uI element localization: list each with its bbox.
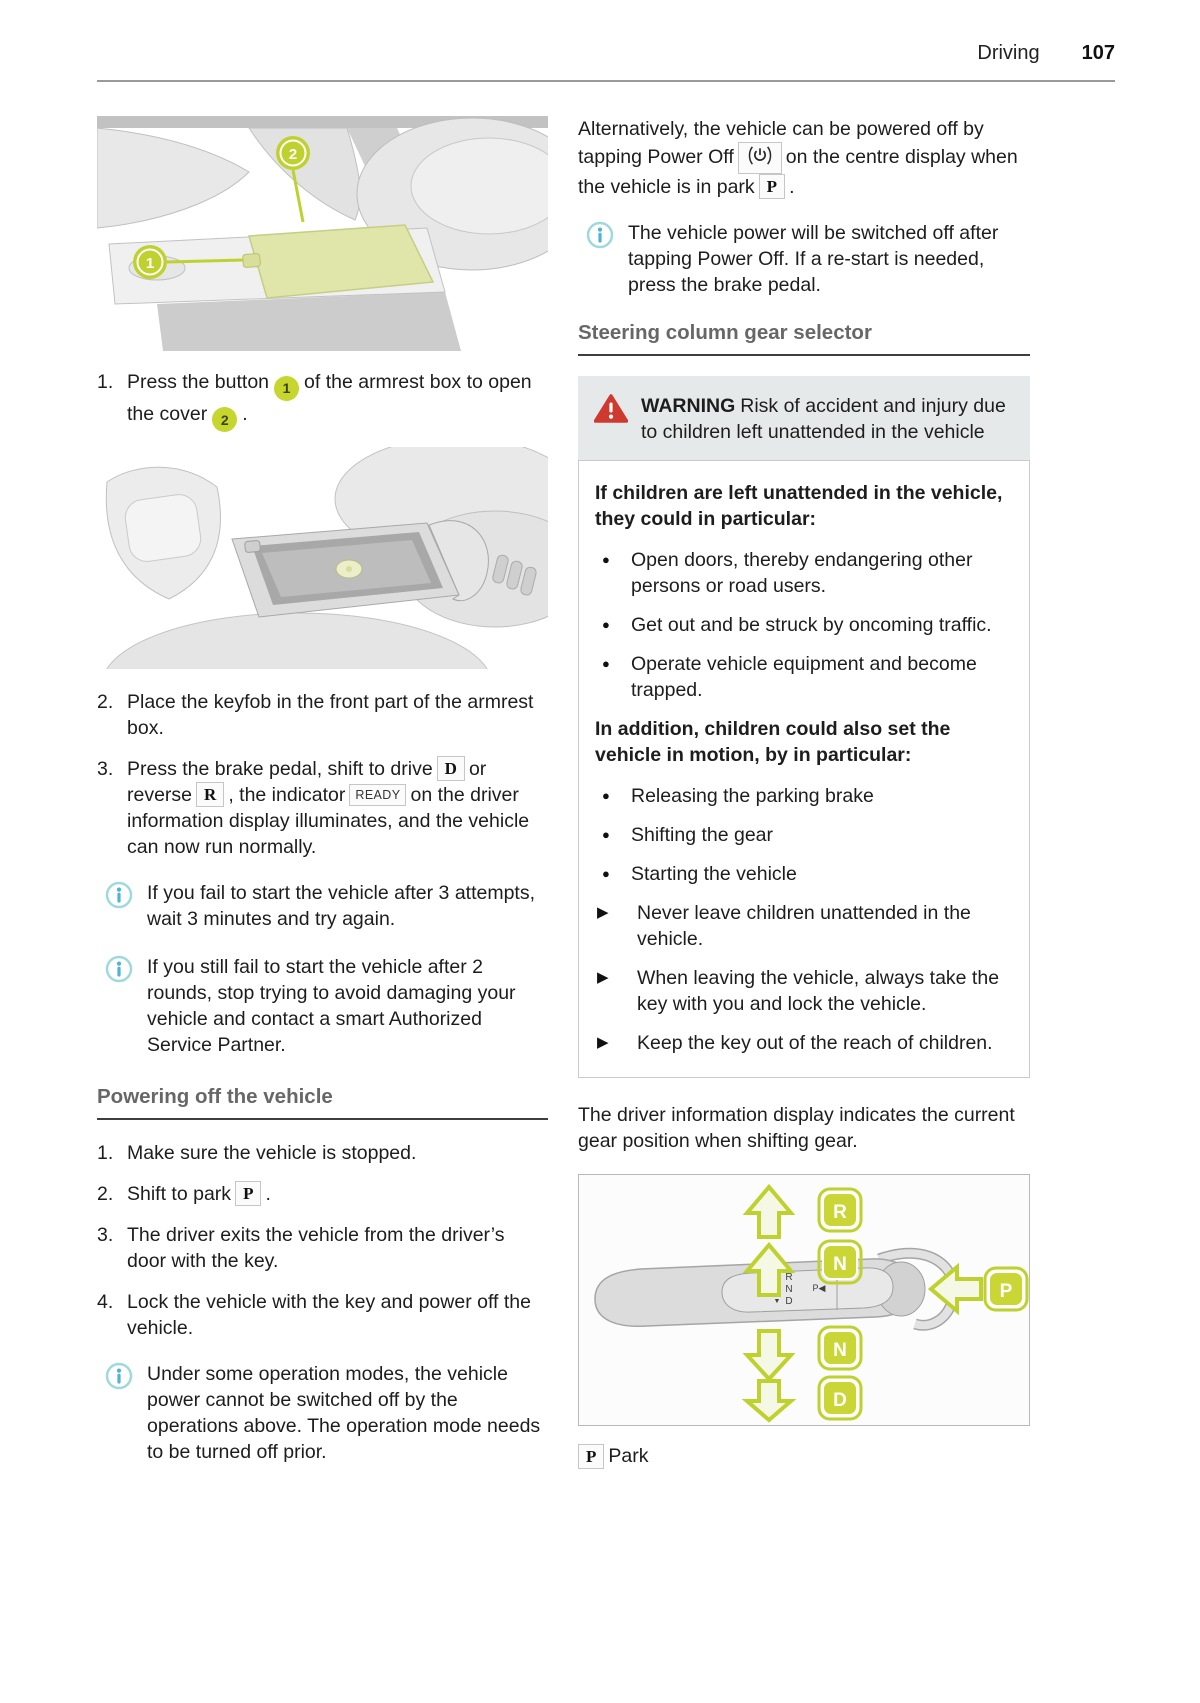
armrest-closed-illustration: [97, 116, 548, 351]
bullet-dot-icon: ●: [602, 827, 610, 842]
action-item: [595, 900, 1013, 952]
ready-indicator-badge: READY: [349, 784, 406, 806]
note-text: If you fail to start the vehicle after 3 attempts, wait 3 minutes and try again.: [147, 882, 536, 930]
step-driver-exits: [97, 1222, 548, 1274]
step-text: Place the keyfob in the front part of the armrest box.: [127, 691, 534, 739]
info-note-power-off: [586, 220, 1030, 298]
step-text-part: on the driver information display illuminates, and the vehicle can now run normally.: [127, 784, 530, 858]
gear-badge-n-bottom: [819, 1327, 861, 1369]
callout-badge-2: 2: [212, 407, 237, 432]
step-text-part: or reverse: [127, 758, 487, 806]
gear-p-badge: P: [578, 1444, 604, 1469]
paragraph-part: Alternatively, the vehicle can be powered off by tapping Power Off: [578, 118, 984, 168]
gear-p-badge: P: [759, 174, 785, 199]
action-item-text: Never leave children unattended in the vehicle.: [637, 902, 971, 950]
list-item-text: Get out and be struck by oncoming traffic.: [631, 614, 992, 636]
gear-p-badge: P: [235, 1181, 261, 1206]
info-icon: [105, 1361, 147, 1465]
action-item-text: Keep the key out of the reach of children.: [637, 1032, 993, 1054]
gear-r-badge: R: [196, 782, 224, 807]
warning-icon: [594, 393, 628, 445]
page-header: [97, 40, 1115, 82]
svg-text:N: N: [833, 1254, 847, 1275]
list-item-text: Open doors, thereby endangering other persons or road users.: [631, 549, 973, 597]
svg-text:1: 1: [145, 255, 155, 272]
step-lock-vehicle: [97, 1289, 548, 1341]
warning-text: [641, 393, 1014, 445]
warning-lead-1: If children are left unattended in the vehicle, they could in particular:: [595, 482, 1003, 530]
list-item: [595, 612, 1013, 638]
legend-label: Park: [608, 1445, 649, 1467]
list-item-text: Operate vehicle equipment and become trapped.: [631, 653, 977, 701]
action-item: [595, 1030, 1013, 1056]
paragraph-part: on the centre display when the vehicle is in park: [578, 146, 1018, 198]
paragraph-part: .: [789, 176, 795, 198]
list-item-text: Starting the vehicle: [631, 863, 797, 885]
gear-badge-d: [819, 1377, 861, 1419]
gear-selector-figure: [578, 1174, 1030, 1426]
chapter-title: Driving: [977, 42, 1040, 64]
callout-2: [276, 136, 310, 170]
info-icon: [105, 880, 147, 932]
bullet-dot-icon: ●: [602, 617, 610, 632]
armrest-open-illustration: [97, 447, 548, 669]
list-item: [595, 651, 1013, 703]
step-text: [127, 369, 548, 432]
step-number: 2.: [97, 1183, 114, 1205]
info-note-retry: [105, 880, 548, 932]
svg-text:D: D: [833, 1390, 847, 1411]
figure-legend: [578, 1443, 1030, 1469]
list-item-text: Releasing the parking brake: [631, 785, 874, 807]
bullet-dot-icon: ●: [602, 788, 610, 803]
step-text-part: Shift to park: [127, 1183, 232, 1205]
gear-selector-illustration: [579, 1175, 1029, 1425]
step-text: [127, 1181, 548, 1207]
callout-1: [133, 245, 167, 279]
warning-label: WARNING: [641, 395, 736, 417]
arrow-bullet-icon: ▶: [597, 1034, 609, 1051]
svg-text:N: N: [785, 1284, 793, 1295]
step-number: 3.: [97, 1224, 114, 1246]
list-item: [595, 861, 1013, 887]
power-off-paragraph: [578, 116, 1030, 200]
step-text: The driver exits the vehicle from the driver’s door with the key.: [127, 1224, 505, 1272]
step-text-part: .: [265, 1183, 271, 1205]
step-text-part: Press the brake pedal, shift to drive: [127, 758, 433, 780]
content-columns: [97, 116, 1115, 1487]
step-number: 2.: [97, 691, 114, 713]
section-heading-powering-off: Powering off the vehicle: [97, 1084, 548, 1120]
info-icon: [105, 954, 147, 1058]
step-place-keyfob: [97, 689, 548, 741]
step-text: Lock the vehicle with the key and power off the vehicle.: [127, 1291, 531, 1339]
left-column: [97, 116, 548, 1487]
step-open-cover: [97, 369, 548, 432]
step-number: 4.: [97, 1291, 114, 1313]
note-text: Under some operation modes, the vehicle power cannot be switched off by the operations above. The operation mode needs to be turned off prior.: [147, 1363, 541, 1463]
step-shift-drive: [97, 756, 548, 860]
callout-badge-1: 1: [274, 376, 299, 401]
action-item-text: When leaving the vehicle, always take the key with you and lock the vehicle.: [637, 967, 1000, 1015]
bullet-dot-icon: ●: [602, 552, 610, 567]
info-note-operation-modes: [105, 1361, 548, 1465]
step-text-part: .: [242, 402, 248, 425]
gear-position-paragraph: The driver information display indicates the current gear position when shifting gear.: [578, 1104, 1015, 1152]
step-shift-park: [97, 1181, 548, 1207]
step-text: [127, 756, 548, 860]
step-text-part: , the indicator: [228, 784, 346, 806]
arrow-bullet-icon: ▶: [597, 969, 609, 986]
svg-text:R: R: [833, 1202, 847, 1223]
warning-lead-2: In addition, children could also set the vehicle in motion, by in particular:: [595, 718, 951, 766]
gear-badge-r: [819, 1189, 861, 1231]
step-number: 3.: [97, 758, 114, 780]
list-item-text: Shifting the gear: [631, 824, 774, 846]
step-text-part: of the armrest box to open the cover: [127, 371, 532, 425]
step-text: Make sure the vehicle is stopped.: [127, 1142, 417, 1164]
step-vehicle-stopped: [97, 1140, 548, 1166]
info-note-service: [105, 954, 548, 1058]
svg-text:P: P: [999, 1281, 1013, 1302]
right-column: [578, 116, 1030, 1487]
page-number: 107: [1081, 42, 1115, 64]
bullet-dot-icon: ●: [602, 866, 610, 881]
warning-banner: [578, 376, 1030, 460]
action-item: [595, 965, 1013, 1017]
svg-text:▼: ▼: [773, 1298, 781, 1305]
list-item: [595, 547, 1013, 599]
step-number: 1.: [97, 371, 114, 393]
svg-text:2: 2: [288, 146, 298, 163]
list-item: [595, 822, 1013, 848]
list-item: [595, 783, 1013, 809]
svg-text:N: N: [833, 1340, 847, 1361]
note-text: If you still fail to start the vehicle after 2 rounds, stop trying to avoid damaging your vehicle and contact a smart Authorized Service Partner.: [147, 956, 516, 1056]
bullet-dot-icon: ●: [602, 656, 610, 671]
arrow-bullet-icon: ▶: [597, 904, 609, 921]
section-heading-gear-selector: Steering column gear selector: [578, 320, 1030, 356]
warning-details-box: [578, 460, 1030, 1078]
step-text-part: Press the button: [127, 371, 270, 393]
info-icon: [586, 220, 628, 298]
gear-badge-n-top: [819, 1241, 861, 1283]
svg-text:P◀: P◀: [812, 1283, 826, 1293]
gear-d-badge: D: [437, 756, 465, 781]
svg-text:D: D: [785, 1296, 793, 1307]
step-number: 1.: [97, 1142, 114, 1164]
gear-badge-p: [985, 1268, 1027, 1310]
svg-text:R: R: [785, 1272, 793, 1283]
note-text: The vehicle power will be switched off after tapping Power Off. If a re-start is needed, press the brake pedal.: [628, 222, 999, 296]
power-off-icon: [738, 142, 782, 174]
warning-title: Risk of accident and injury due to children left unattended in the vehicle: [641, 395, 1006, 443]
